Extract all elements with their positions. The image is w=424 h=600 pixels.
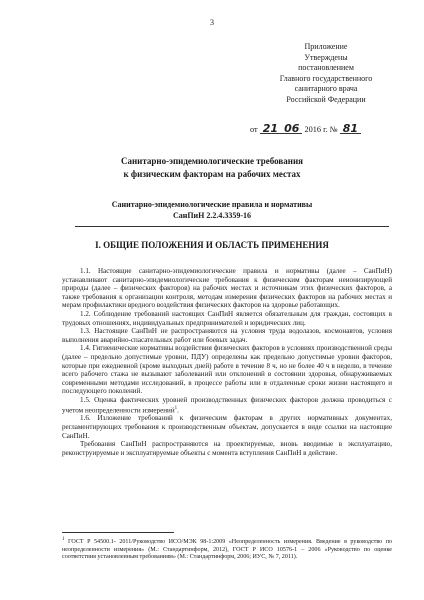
document-title [0,155,424,181]
approval-line: Главного государственного [279,73,373,83]
paragraph-text: 1.5. Оценка фактических уровней производственных физических факторов должна проводиться с учетом неопределенности измерений [62,395,392,414]
page-number: 3 [210,18,214,27]
footnote [62,536,392,562]
number-sign: № [329,125,338,134]
paragraph: 1.5. Оценка фактических уровней производственных физических факторов должна проводиться с учетом неопределенности измерений$^1$. [62,395,392,414]
paragraph: 1.6. Изложение требований к физическим факторам в других нормативных документах, регламентирующих требования к производственным объектам, допускается в виде ссылки на настоящие СанПиН. [62,414,392,440]
handwritten-number: 81 [340,124,361,134]
footnote-text: ГОСТ Р 54500.1- 2011/Руководство ИСО/МЭК 98-1:2009 «Неопределенность измерения. Введение в руководство по неопределенности измерения» (М.: Стандартинформ, 2012), ГОСТ Р ИСО 10576-1 – 2006 «Руководство по оценке соответствия установленным требованиям» (М.: Стандартинформ, 2006; ИУС, № 7, 2011). [62,539,392,561]
approval-line: санитарного врача [294,84,358,94]
footnote-ref: 1 [174,405,178,411]
divider-line [75,226,389,227]
footnote-marker: 1 [62,537,65,542]
approval-line: постановлением [298,63,354,73]
paragraph: 1.4. Гигиенические нормативы воздействия физических факторов в условиях производственной среды (далее – предельно допустимые уровни, ПДУ) определены как предельно допустимые уровни факторов, которые при ежедневной (кроме выходных дней) работе в течение 8 ч, но не более 40 ч в неделю, в течение всего рабочего стажа не вызывают заболеваний или отклонений в состоянии здоровья, обнаруживаемых современными методами исследований, в процессе работы или в отдаленные сроки жизни настоящего и последующего поколений. [62,344,392,396]
document-body [62,267,392,457]
document-subtitle [0,199,424,221]
subtitle-line: СанПиН 2.2.4.3359-16 [172,211,252,220]
approval-line: Приложение [304,42,348,51]
section-heading: I. ОБЩИЕ ПОЛОЖЕНИЯ И ОБЛАСТЬ ПРИМЕНЕНИЯ [95,240,329,250]
approval-date [250,124,410,134]
subtitle-line: Санитарно-эпидемиологические правила и нормативы [111,200,313,209]
title-line: Санитарно-эпидемиологические требования [121,156,303,166]
approval-line: Российской Федерации [286,94,366,104]
handwritten-month: 06 [281,124,302,134]
paragraph: Требования СанПиН распространяются на проектируемые, вновь вводимые в эксплуатацию, реконструируемые и эксплуатируемые объекты с момента вступления СанПиН в действие. [62,440,392,457]
date-year: 2016 г. [304,125,328,134]
approval-line: Утверждены [304,52,348,62]
approval-block [244,42,408,106]
footnote-separator [62,532,174,533]
date-prefix: от [250,125,258,134]
handwritten-day: 21 [260,124,281,134]
title-line: к физическим факторам на рабочих местах [123,169,301,179]
paragraph: 1.3. Настоящие СанПиН не распространяются на условия труда водолазов, космонавтов, условия выполнения аварийно-спасательных работ или боевых задач. [62,327,392,344]
paragraph: 1.2. Соблюдение требований настоящих СанПиН является обязательным для граждан, состоящих в трудовых отношениях, индивидуальных предпринимателей и юридических лиц. [62,309,392,327]
paragraph: 1.1. Настоящие санитарно-эпидемиологические правила и нормативы (далее – СанПиН) устанавливают санитарно-эпидемиологические требования к физическим факторам неионизирующей природы (далее – физических факторов) на рабочих местах и источникам этих физических факторов, а также требования к организации контроля, методам измерения физических факторов на рабочих местах и мерам профилактики вредного воздействия физических факторов на здоровье работающих. [62,267,392,310]
